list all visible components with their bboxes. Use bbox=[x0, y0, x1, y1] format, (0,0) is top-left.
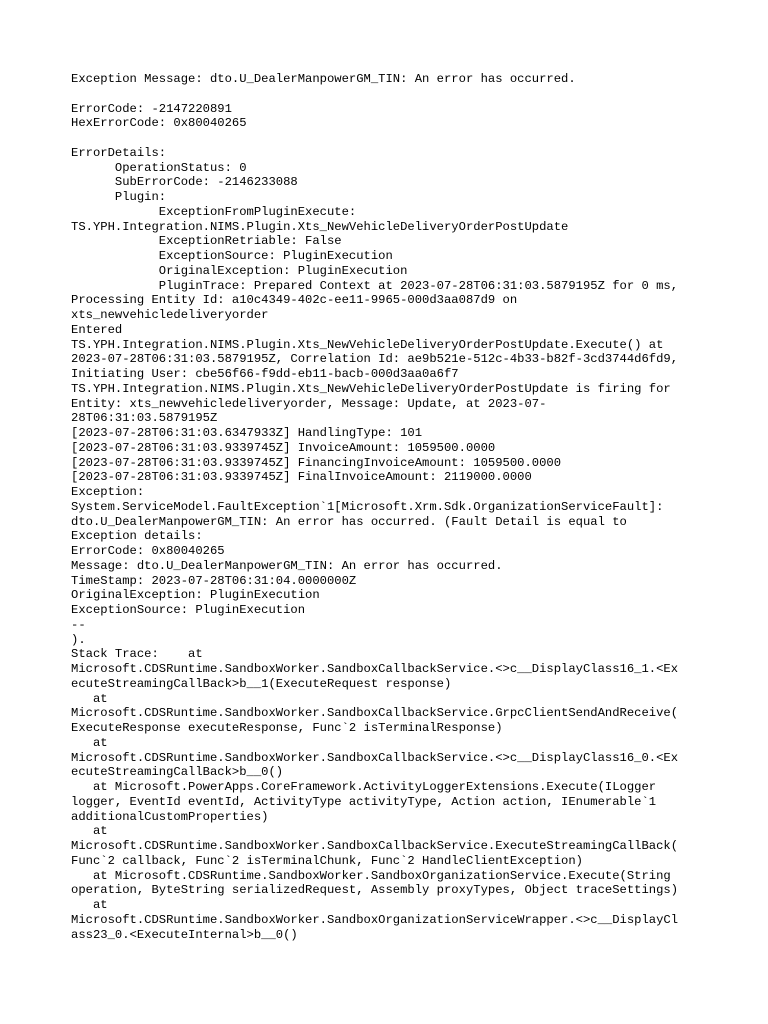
log-line: Exception: bbox=[71, 485, 145, 499]
log-line: OriginalException: PluginExecution bbox=[71, 588, 320, 603]
log-line: Initiating User: cbe56f66-f9dd-eb11-bacb-000d3aa0a6f7 bbox=[71, 367, 459, 381]
log-line: OperationStatus: 0 bbox=[71, 160, 247, 175]
log-line: at bbox=[71, 735, 108, 750]
log-line: at bbox=[71, 691, 108, 706]
log-line: 2023-07-28T06:31:03.5879195Z, Correlation Id: ae9b521e-512c-4b33-b82f-3cd3744d6fd9, bbox=[71, 352, 679, 367]
log-line: Exception details: bbox=[71, 529, 203, 544]
log-line: TS.YPH.Integration.NIMS.Plugin.Xts_NewVehicleDeliveryOrderPostUpdate is firing for bbox=[71, 381, 671, 396]
log-line: ecuteStreamingCallBack>b__1(ExecuteRequest response) bbox=[71, 676, 452, 691]
log-line: TS.YPH.Integration.NIMS.Plugin.Xts_NewVehicleDeliveryOrderPostUpdate.Execute() at bbox=[71, 337, 664, 352]
log-line: dto.U_DealerManpowerGM_TIN: An error has occurred. (Fault Detail is equal to bbox=[71, 514, 627, 529]
log-line: TimeStamp: 2023-07-28T06:31:04.0000000Z bbox=[71, 573, 357, 588]
log-line: Stack Trace: at bbox=[71, 647, 203, 662]
log-line: ass23_0.<ExecuteInternal>b__0() bbox=[71, 927, 298, 942]
log-line: logger, EventId eventId, ActivityType activityType, Action action, IEnumerable`1 bbox=[71, 794, 657, 809]
log-line: ecuteStreamingCallBack>b__0() bbox=[71, 765, 284, 780]
log-line: Exception Message: dto.U_DealerManpowerGM_TIN: An error has occurred. bbox=[71, 72, 576, 86]
log-line: -- bbox=[71, 617, 86, 632]
log-line: operation, ByteString serializedRequest, Assembly proxyTypes, Object traceSettings) bbox=[71, 883, 679, 898]
log-line: xts_newvehicledeliveryorder bbox=[71, 308, 269, 322]
log-line: at Microsoft.PowerApps.CoreFramework.ActivityLoggerExtensions.Execute(ILogger bbox=[71, 780, 657, 794]
log-line: ErrorCode: 0x80040265 bbox=[71, 544, 225, 558]
log-line: [2023-07-28T06:31:03.9339745Z] FinancingInvoiceAmount: 1059500.0000 bbox=[71, 455, 562, 470]
log-line: ErrorDetails: bbox=[71, 145, 167, 160]
log-line: [2023-07-28T06:31:03.9339745Z] InvoiceAmount: 1059500.0000 bbox=[71, 440, 496, 455]
log-line: SubErrorCode: -2146233088 bbox=[71, 175, 298, 190]
blank-line bbox=[71, 87, 711, 102]
log-line: [2023-07-28T06:31:03.9339745Z] FinalInvoiceAmount: 2119000.0000 bbox=[71, 470, 532, 485]
log-line: ExceptionRetriable: False bbox=[71, 234, 342, 249]
log-line: [2023-07-28T06:31:03.6347933Z] HandlingType: 101 bbox=[71, 426, 423, 440]
log-line: Processing Entity Id: a10c4349-402c-ee11-9965-000d3aa087d9 on bbox=[71, 293, 518, 308]
log-line: ExecuteResponse executeResponse, Func`2 isTerminalResponse) bbox=[71, 721, 503, 735]
log-line: Microsoft.CDSRuntime.SandboxWorker.SandboxCallbackService.<>c__DisplayClass16_1.<Ex bbox=[71, 662, 679, 676]
log-line: ExceptionFromPluginExecute: bbox=[71, 204, 357, 219]
log-line: Microsoft.CDSRuntime.SandboxWorker.SandboxCallbackService.<>c__DisplayClass16_0.<Ex bbox=[71, 750, 679, 765]
log-line: at Microsoft.CDSRuntime.SandboxWorker.SandboxOrganizationService.Execute(String bbox=[71, 868, 671, 883]
log-line: System.ServiceModel.FaultException`1[Microsoft.Xrm.Sdk.OrganizationServiceFault]: bbox=[71, 499, 664, 514]
blank-line bbox=[71, 131, 711, 146]
log-line: 28T06:31:03.5879195Z bbox=[71, 411, 218, 426]
log-line: PluginTrace: Prepared Context at 2023-07-28T06:31:03.5879195Z for 0 ms, bbox=[71, 278, 679, 293]
error-log-document bbox=[71, 72, 711, 942]
log-line: at bbox=[71, 898, 108, 912]
log-line: ExceptionSource: PluginExecution bbox=[71, 603, 306, 617]
log-line: Microsoft.CDSRuntime.SandboxWorker.SandboxCallbackService.GrpcClientSendAndReceive( bbox=[71, 706, 679, 721]
log-line: additionalCustomProperties) bbox=[71, 809, 269, 824]
log-line: Message: dto.U_DealerManpowerGM_TIN: An error has occurred. bbox=[71, 558, 503, 573]
log-line: ). bbox=[71, 632, 86, 647]
log-line: Microsoft.CDSRuntime.SandboxWorker.SandboxOrganizationServiceWrapper.<>c__DisplayCl bbox=[71, 912, 679, 927]
log-line: Entered bbox=[71, 322, 123, 337]
log-line: ErrorCode: -2147220891 bbox=[71, 101, 232, 116]
log-line: ExceptionSource: PluginExecution bbox=[71, 249, 393, 263]
log-line: Entity: xts_newvehicledeliveryorder, Message: Update, at 2023-07- bbox=[71, 396, 547, 411]
log-line: Plugin: bbox=[71, 190, 167, 204]
log-line: at bbox=[71, 824, 108, 839]
log-line: Func`2 callback, Func`2 isTerminalChunk, Func`2 HandleClientException) bbox=[71, 853, 583, 868]
log-line: OriginalException: PluginExecution bbox=[71, 263, 408, 278]
log-line: Microsoft.CDSRuntime.SandboxWorker.SandboxCallbackService.ExecuteStreamingCallBack( bbox=[71, 839, 679, 853]
log-line: TS.YPH.Integration.NIMS.Plugin.Xts_NewVehicleDeliveryOrderPostUpdate bbox=[71, 219, 569, 234]
log-line: HexErrorCode: 0x80040265 bbox=[71, 116, 247, 131]
